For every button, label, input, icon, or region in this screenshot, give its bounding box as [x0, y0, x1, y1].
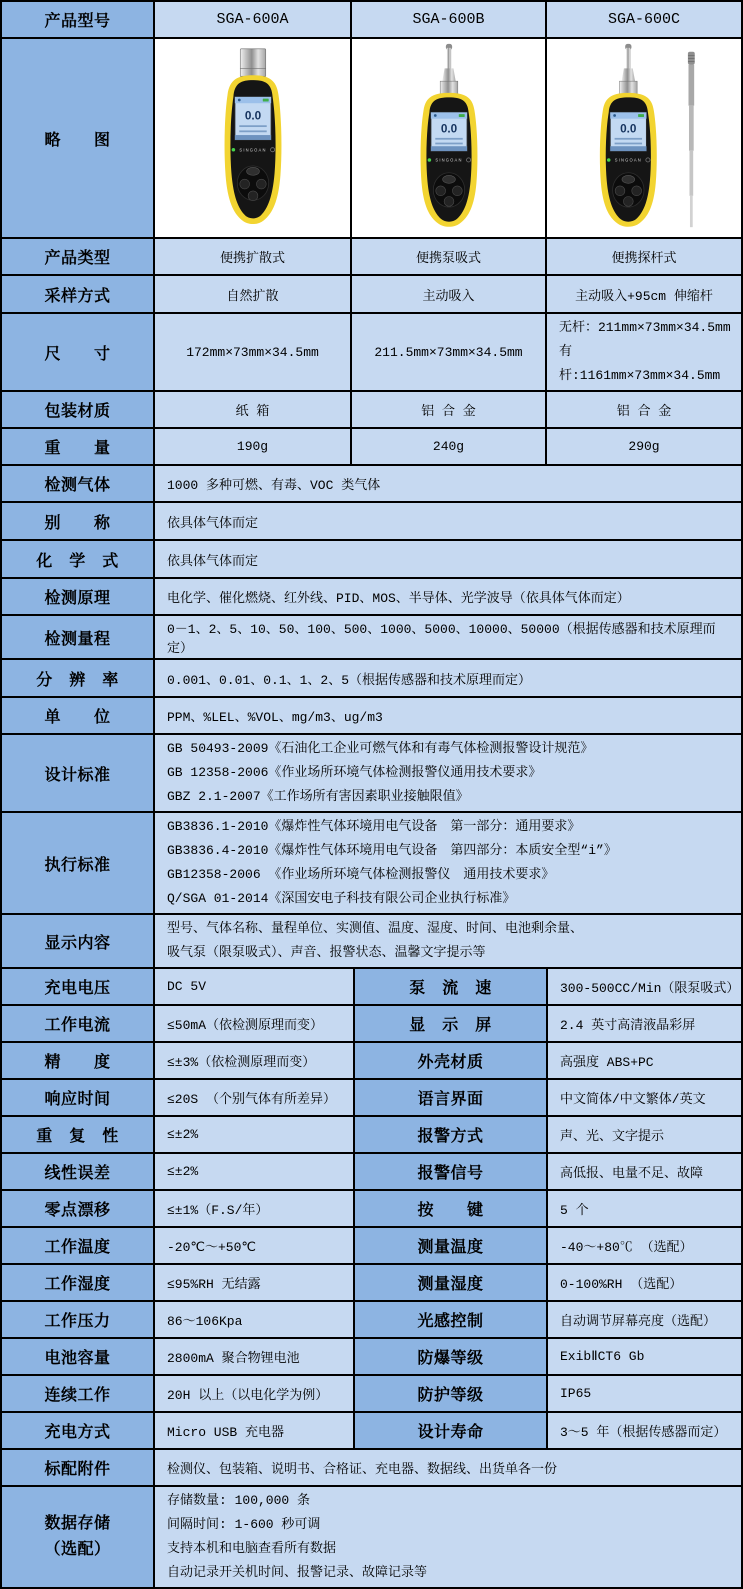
value-line: 数据存储	[44, 1515, 111, 1532]
sketch-label-cell: 略 图	[2, 39, 155, 237]
row-value-cell: ≤±3%（依检测原理而变）	[155, 1043, 355, 1078]
speaker-icon	[613, 114, 616, 117]
value-line: GB3836.1-2010《爆炸性气体环境用电气设备 第一部分：通用要求》	[167, 819, 581, 834]
row-value-cell: ≤±1%（F.S/年）	[155, 1191, 355, 1226]
table-row	[2, 503, 741, 541]
device-screen-value: 0.0	[244, 109, 261, 123]
row-value-cell: 检测仪、包装箱、说明书、合格证、充电器、数据线、出货单各一份	[155, 1450, 741, 1485]
enter-button	[623, 197, 633, 207]
row-label-cell: 检测原理	[2, 579, 155, 614]
row-value-cell: 主动吸入+95cm 伸缩杆	[547, 276, 741, 312]
device-brand-label: SINGOAN	[238, 147, 267, 153]
row-value-cell: 3～5 年（根据传感器而定）	[548, 1413, 741, 1448]
row-label-cell: 工作湿度	[2, 1265, 155, 1300]
row-label-cell: 报警方式	[355, 1117, 548, 1152]
row-label-cell: 零点漂移	[2, 1191, 155, 1226]
row-label-cell: 防护等级	[355, 1376, 548, 1411]
battery-icon	[458, 114, 464, 117]
model-cell-sga-600a: SGA-600A	[155, 2, 352, 37]
speaker-icon	[237, 99, 240, 102]
table-row	[2, 1228, 741, 1265]
row-value-cell: 中文简体/中文繁体/英文	[548, 1080, 741, 1115]
row-label-cell: 精 度	[2, 1043, 155, 1078]
led-indicator	[607, 158, 611, 162]
row-value-cell: 便携扩散式	[155, 239, 352, 274]
row-label-cell: 电池容量	[2, 1339, 155, 1374]
row-label-cell: 显 示 屏	[355, 1006, 548, 1041]
table-row	[2, 541, 741, 579]
row-value-cell: 290g	[547, 429, 741, 464]
left-button	[435, 186, 445, 196]
row-label-cell: 重 复 性	[2, 1117, 155, 1152]
table-row	[2, 1413, 741, 1450]
table-row	[2, 466, 741, 503]
row-label-cell: 线性误差	[2, 1154, 155, 1189]
table-row	[2, 915, 741, 969]
enter-button	[444, 197, 454, 207]
menu-button	[246, 167, 259, 175]
row-label-cell: 别 称	[2, 503, 155, 539]
sketch-row	[2, 39, 741, 239]
row-label-cell: 充电方式	[2, 1413, 155, 1448]
device-cell-c	[547, 39, 741, 237]
speaker-icon	[433, 114, 436, 117]
telescopic-rod-illustration	[688, 52, 695, 227]
row-label-cell	[2, 1487, 155, 1587]
value-line: 无杆：211mm×73mm×34.5mm	[559, 320, 731, 335]
row-value-cell: Micro USB 充电器	[155, 1413, 355, 1448]
table-header-row	[2, 2, 741, 39]
value-line: （选配）	[44, 1541, 111, 1558]
row-value-cell: 300-500CC/Min（限泵吸式）	[548, 969, 741, 1004]
row-label-cell: 包装材质	[2, 392, 155, 427]
row-value-cell: 172mm×73mm×34.5mm	[155, 314, 352, 390]
value-line: 自动记录开关机时间、报警记录、故障记录等	[167, 1565, 428, 1580]
right-button	[452, 186, 462, 196]
row-label-cell: 重 量	[2, 429, 155, 464]
value-line: GB12358-2006 《作业场所环境气体检测报警仪 通用技术要求》	[167, 867, 555, 882]
row-label-cell: 检测量程	[2, 616, 155, 658]
left-button	[615, 186, 625, 196]
row-value-cell: 1000 多种可燃、有毒、VOC 类气体	[155, 466, 741, 501]
row-value-cell: 2.4 英寸高清液晶彩屏	[548, 1006, 741, 1041]
row-value-cell: 依具体气体而定	[155, 503, 741, 539]
row-value-cell	[155, 813, 741, 913]
row-label-cell: 光感控制	[355, 1302, 548, 1337]
row-value-cell: 纸 箱	[155, 392, 352, 427]
row-value-cell: 便携探杆式	[547, 239, 741, 274]
menu-button	[622, 175, 635, 183]
value-line: 间隔时间: 1-600 秒可调	[167, 1517, 321, 1532]
row-label-cell: 按 键	[355, 1191, 548, 1226]
row-value-cell: 自动调节屏幕亮度（选配）	[548, 1302, 741, 1337]
row-label-cell: 设计标准	[2, 735, 155, 811]
row-value-cell: 86～106Kpa	[155, 1302, 355, 1337]
row-label-cell: 测量湿度	[355, 1265, 548, 1300]
header-label-cell: 产品型号	[2, 2, 155, 37]
model-cell-sga-600c: SGA-600C	[547, 2, 741, 37]
table-row	[2, 813, 741, 915]
right-button	[256, 179, 266, 189]
row-value-cell: 2800mA 聚合物锂电池	[155, 1339, 355, 1374]
value-line: 支持本机和电脑查看所有数据	[167, 1541, 337, 1556]
row-label-cell: 执行标准	[2, 813, 155, 913]
table-row	[2, 1154, 741, 1191]
row-label-cell: 报警信号	[355, 1154, 548, 1189]
table-row	[2, 239, 741, 276]
row-label-cell: 响应时间	[2, 1080, 155, 1115]
value-line: 型号、气体名称、量程单位、实测值、温度、湿度、时间、电池剩余量、	[167, 921, 584, 936]
row-label-cell: 防爆等级	[355, 1339, 548, 1374]
model-cell-sga-600b: SGA-600B	[352, 2, 547, 37]
value-line: GB3836.4-2010《爆炸性气体环境用电气设备 第四部分：本质安全型“i”》	[167, 843, 617, 858]
row-value-cell: 自然扩散	[155, 276, 352, 312]
right-button	[632, 186, 642, 196]
row-value-cell	[155, 735, 741, 811]
row-value-cell: 铝 合 金	[547, 392, 741, 427]
row-label-cell: 工作电流	[2, 1006, 155, 1041]
left-button	[239, 179, 249, 189]
row-value-cell: 0-100%RH （选配）	[548, 1265, 741, 1300]
table-row	[2, 429, 741, 466]
battery-icon	[262, 99, 268, 102]
table-row	[2, 1080, 741, 1117]
row-label-cell: 外壳材质	[355, 1043, 548, 1078]
table-row	[2, 314, 741, 392]
table-row	[2, 969, 741, 1006]
row-value-cell: ≤±2%	[155, 1154, 355, 1189]
row-label-cell: 语言界面	[355, 1080, 548, 1115]
row-label-cell: 充电电压	[2, 969, 155, 1004]
row-value-cell	[155, 915, 741, 967]
row-value-cell: -20℃～+50℃	[155, 1228, 355, 1263]
table-row	[2, 579, 741, 616]
row-label-cell: 单 位	[2, 698, 155, 733]
table-row	[2, 735, 741, 813]
row-label-cell: 显示内容	[2, 915, 155, 967]
menu-button	[442, 175, 455, 183]
enter-button	[248, 191, 258, 201]
led-indicator	[231, 148, 235, 152]
table-row	[2, 1339, 741, 1376]
device-brand-label: SINGOAN	[434, 157, 463, 163]
row-label-cell: 泵 流 速	[355, 969, 548, 1004]
table-row	[2, 1117, 741, 1154]
value-line: GB 12358-2006《作业场所环境气体检测报警仪通用技术要求》	[167, 765, 542, 780]
table-row	[2, 1302, 741, 1339]
device-cell-b	[352, 39, 547, 237]
row-value-cell: 依具体气体而定	[155, 541, 741, 577]
value-line: Q/SGA 01-2014《深国安电子科技有限公司企业执行标准》	[167, 891, 516, 906]
row-value-cell: PPM、%LEL、%VOL、mg/m3、ug/m3	[155, 698, 741, 733]
row-value-cell: ≤95%RH 无结露	[155, 1265, 355, 1300]
battery-icon	[638, 114, 644, 117]
row-value-cell: ≤20S （个别气体有所差异）	[155, 1080, 355, 1115]
row-value-cell: 190g	[155, 429, 352, 464]
device-cell-a	[155, 39, 352, 237]
row-value-cell: DC 5V	[155, 969, 355, 1004]
value-line: GB 50493-2009《石油化工企业可燃气体和有毒气体检测报警设计规范》	[167, 741, 594, 756]
table-row	[2, 1265, 741, 1302]
device-screen-value: 0.0	[620, 122, 637, 136]
row-value-cell: ExibⅡCT6 Gb	[548, 1339, 741, 1374]
row-value-cell: 高低报、电量不足、故障	[548, 1154, 741, 1189]
row-label-cell: 工作温度	[2, 1228, 155, 1263]
value-line: GBZ 2.1-2007《工作场所有害因素职业接触限值》	[167, 789, 469, 804]
row-value-cell: 铝 合 金	[352, 392, 547, 427]
table-row	[2, 1487, 741, 1587]
row-value-cell: -40～+80℃ （选配）	[548, 1228, 741, 1263]
row-value-cell: IP65	[548, 1376, 741, 1411]
value-line: 存储数量: 100,000 条	[167, 1493, 311, 1508]
row-value-cell: 0－1、2、5、10、50、100、500、1000、5000、10000、50000（根据传感器和技术原理而定）	[155, 616, 741, 658]
row-label-cell: 测量温度	[355, 1228, 548, 1263]
row-label-cell: 采样方式	[2, 276, 155, 312]
table-row	[2, 698, 741, 735]
row-value-cell: 240g	[352, 429, 547, 464]
gas-detector-illustration-sga-600b	[379, 40, 519, 236]
gas-detector-illustration-sga-600a	[183, 40, 323, 236]
row-label-cell: 检测气体	[2, 466, 155, 501]
value-line: 有杆:1161mm×73mm×34.5mm	[559, 344, 721, 383]
row-value-cell: ≤50mA（依检测原理而变）	[155, 1006, 355, 1041]
row-value-cell: 主动吸入	[352, 276, 547, 312]
device-brand-label: SINGOAN	[614, 157, 642, 163]
row-label-cell: 工作压力	[2, 1302, 155, 1337]
row-value-cell: 20H 以上（以电化学为例）	[155, 1376, 355, 1411]
table-row	[2, 660, 741, 698]
table-row	[2, 1043, 741, 1080]
table-row	[2, 392, 741, 429]
device-screen-value: 0.0	[440, 122, 457, 136]
row-value-cell: ≤±2%	[155, 1117, 355, 1152]
value-line: 吸气泵（限泵吸式）、声音、报警状态、温馨文字提示等	[167, 945, 486, 960]
row-value-cell: 0.001、0.01、0.1、1、2、5（根据传感器和技术原理而定）	[155, 660, 741, 696]
row-label-cell: 化 学 式	[2, 541, 155, 577]
row-label-cell: 尺 寸	[2, 314, 155, 390]
table-row	[2, 1191, 741, 1228]
row-value-cell	[155, 1487, 741, 1587]
table-row	[2, 616, 741, 660]
table-row	[2, 1450, 741, 1487]
row-value-cell: 高强度 ABS+PC	[548, 1043, 741, 1078]
row-label-cell: 连续工作	[2, 1376, 155, 1411]
row-label-cell: 设计寿命	[355, 1413, 548, 1448]
gas-detector-illustration-sga-600c	[574, 40, 714, 236]
row-label-cell: 产品类型	[2, 239, 155, 274]
row-value-cell: 声、光、文字提示	[548, 1117, 741, 1152]
row-value-cell: 5 个	[548, 1191, 741, 1226]
table-row	[2, 1006, 741, 1043]
led-indicator	[427, 158, 431, 162]
row-value-cell	[547, 314, 741, 390]
row-label-cell: 分 辨 率	[2, 660, 155, 696]
row-value-cell: 211.5mm×73mm×34.5mm	[352, 314, 547, 390]
table-row	[2, 276, 741, 314]
table-row	[2, 1376, 741, 1413]
row-value-cell: 便携泵吸式	[352, 239, 547, 274]
row-value-cell: 电化学、催化燃烧、红外线、PID、MOS、半导体、光学波导（依具体气体而定）	[155, 579, 741, 614]
row-label-cell: 标配附件	[2, 1450, 155, 1485]
